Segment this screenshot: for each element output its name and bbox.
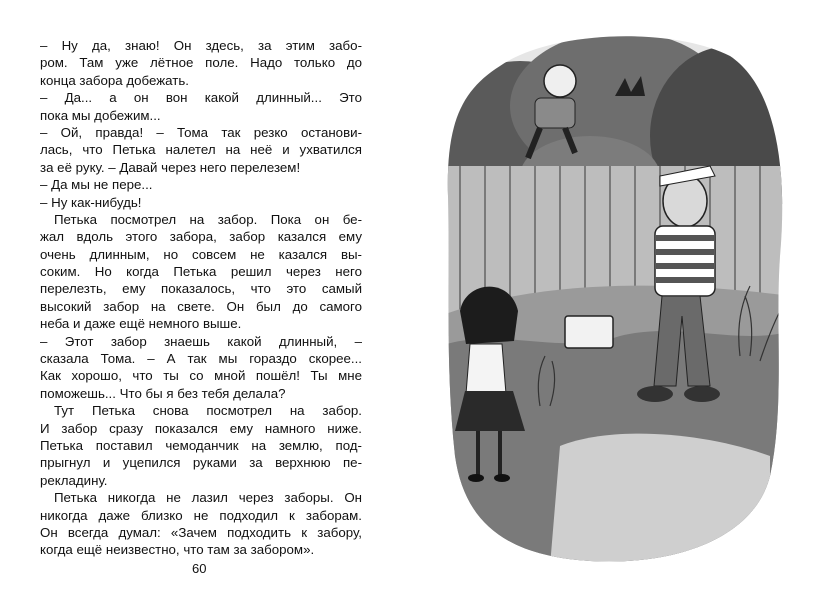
text-line: жал вдоль этого забора, забор казался ему	[40, 229, 362, 245]
text-line: – Ну как-нибудь!	[40, 194, 142, 210]
text-line: ром. Там уже лётное поле. Надо только до	[40, 55, 362, 71]
text-line: – Да... а он вон какой длинный... Это	[40, 90, 362, 106]
story-text	[40, 37, 362, 559]
text-line: – Да мы не пере...	[40, 177, 153, 193]
text-line: за её руку. – Давай через него перелезем!	[40, 159, 301, 175]
text-line: – Этот забор знаешь какой длинный, –	[40, 333, 362, 349]
text-line: прыгнул и уцепился руками за верхнюю пе-	[40, 455, 362, 471]
text-line: поможешь... Что бы я без тебя делала?	[40, 385, 286, 401]
text-line: лась, что Петька налетел на неё и ухватился	[40, 142, 362, 158]
text-line: очень длинным, но совсем не казался вы-	[40, 246, 362, 262]
text-line: – Ну да, знаю! Он здесь, за этим забо-	[40, 38, 362, 53]
suitcase	[565, 316, 613, 348]
text-line: конца забора добежать.	[40, 72, 189, 88]
text-line: Петька посмотрел на забор. Пока он бе-	[54, 211, 362, 227]
text-line: Как хорошо, что ты со мной пошёл! Ты мне	[40, 368, 362, 384]
text-line: перелезть, ему показалось, что это самый	[40, 281, 362, 297]
text-line: – Ой, правда! – Тома так резко останови-	[40, 124, 362, 140]
text-line: соким. Но когда Петька решил через него	[40, 264, 362, 280]
illustration-scene	[440, 26, 790, 566]
text-line: когда ещё неизвестно, что там за забором».	[40, 542, 315, 558]
text-line: пока мы добежим...	[40, 107, 161, 123]
text-line: неба и даже ещё немного выше.	[40, 316, 242, 332]
text-line: Петька никогда не лазил через заборы. Он	[54, 490, 362, 506]
text-line: сказала Тома. – А так мы гораздо скорее...	[40, 351, 362, 367]
text-line: никогда даже близко не подходил к заборам.	[40, 507, 362, 523]
text-line: высокий забор на свете. Он был до самого	[40, 298, 362, 314]
story-illustration	[440, 26, 790, 566]
text-line: Петька поставил чемоданчик на землю, под-	[40, 437, 362, 453]
text-line: Тут Петька снова посмотрел на забор.	[54, 403, 362, 419]
text-line: И забор сразу показался ему намного ниже.	[40, 420, 362, 436]
text-line: рекладину.	[40, 472, 108, 488]
page-number: 60	[192, 561, 207, 576]
text-line: Он всегда думал: «Зачем подходить к забору,	[40, 524, 362, 540]
